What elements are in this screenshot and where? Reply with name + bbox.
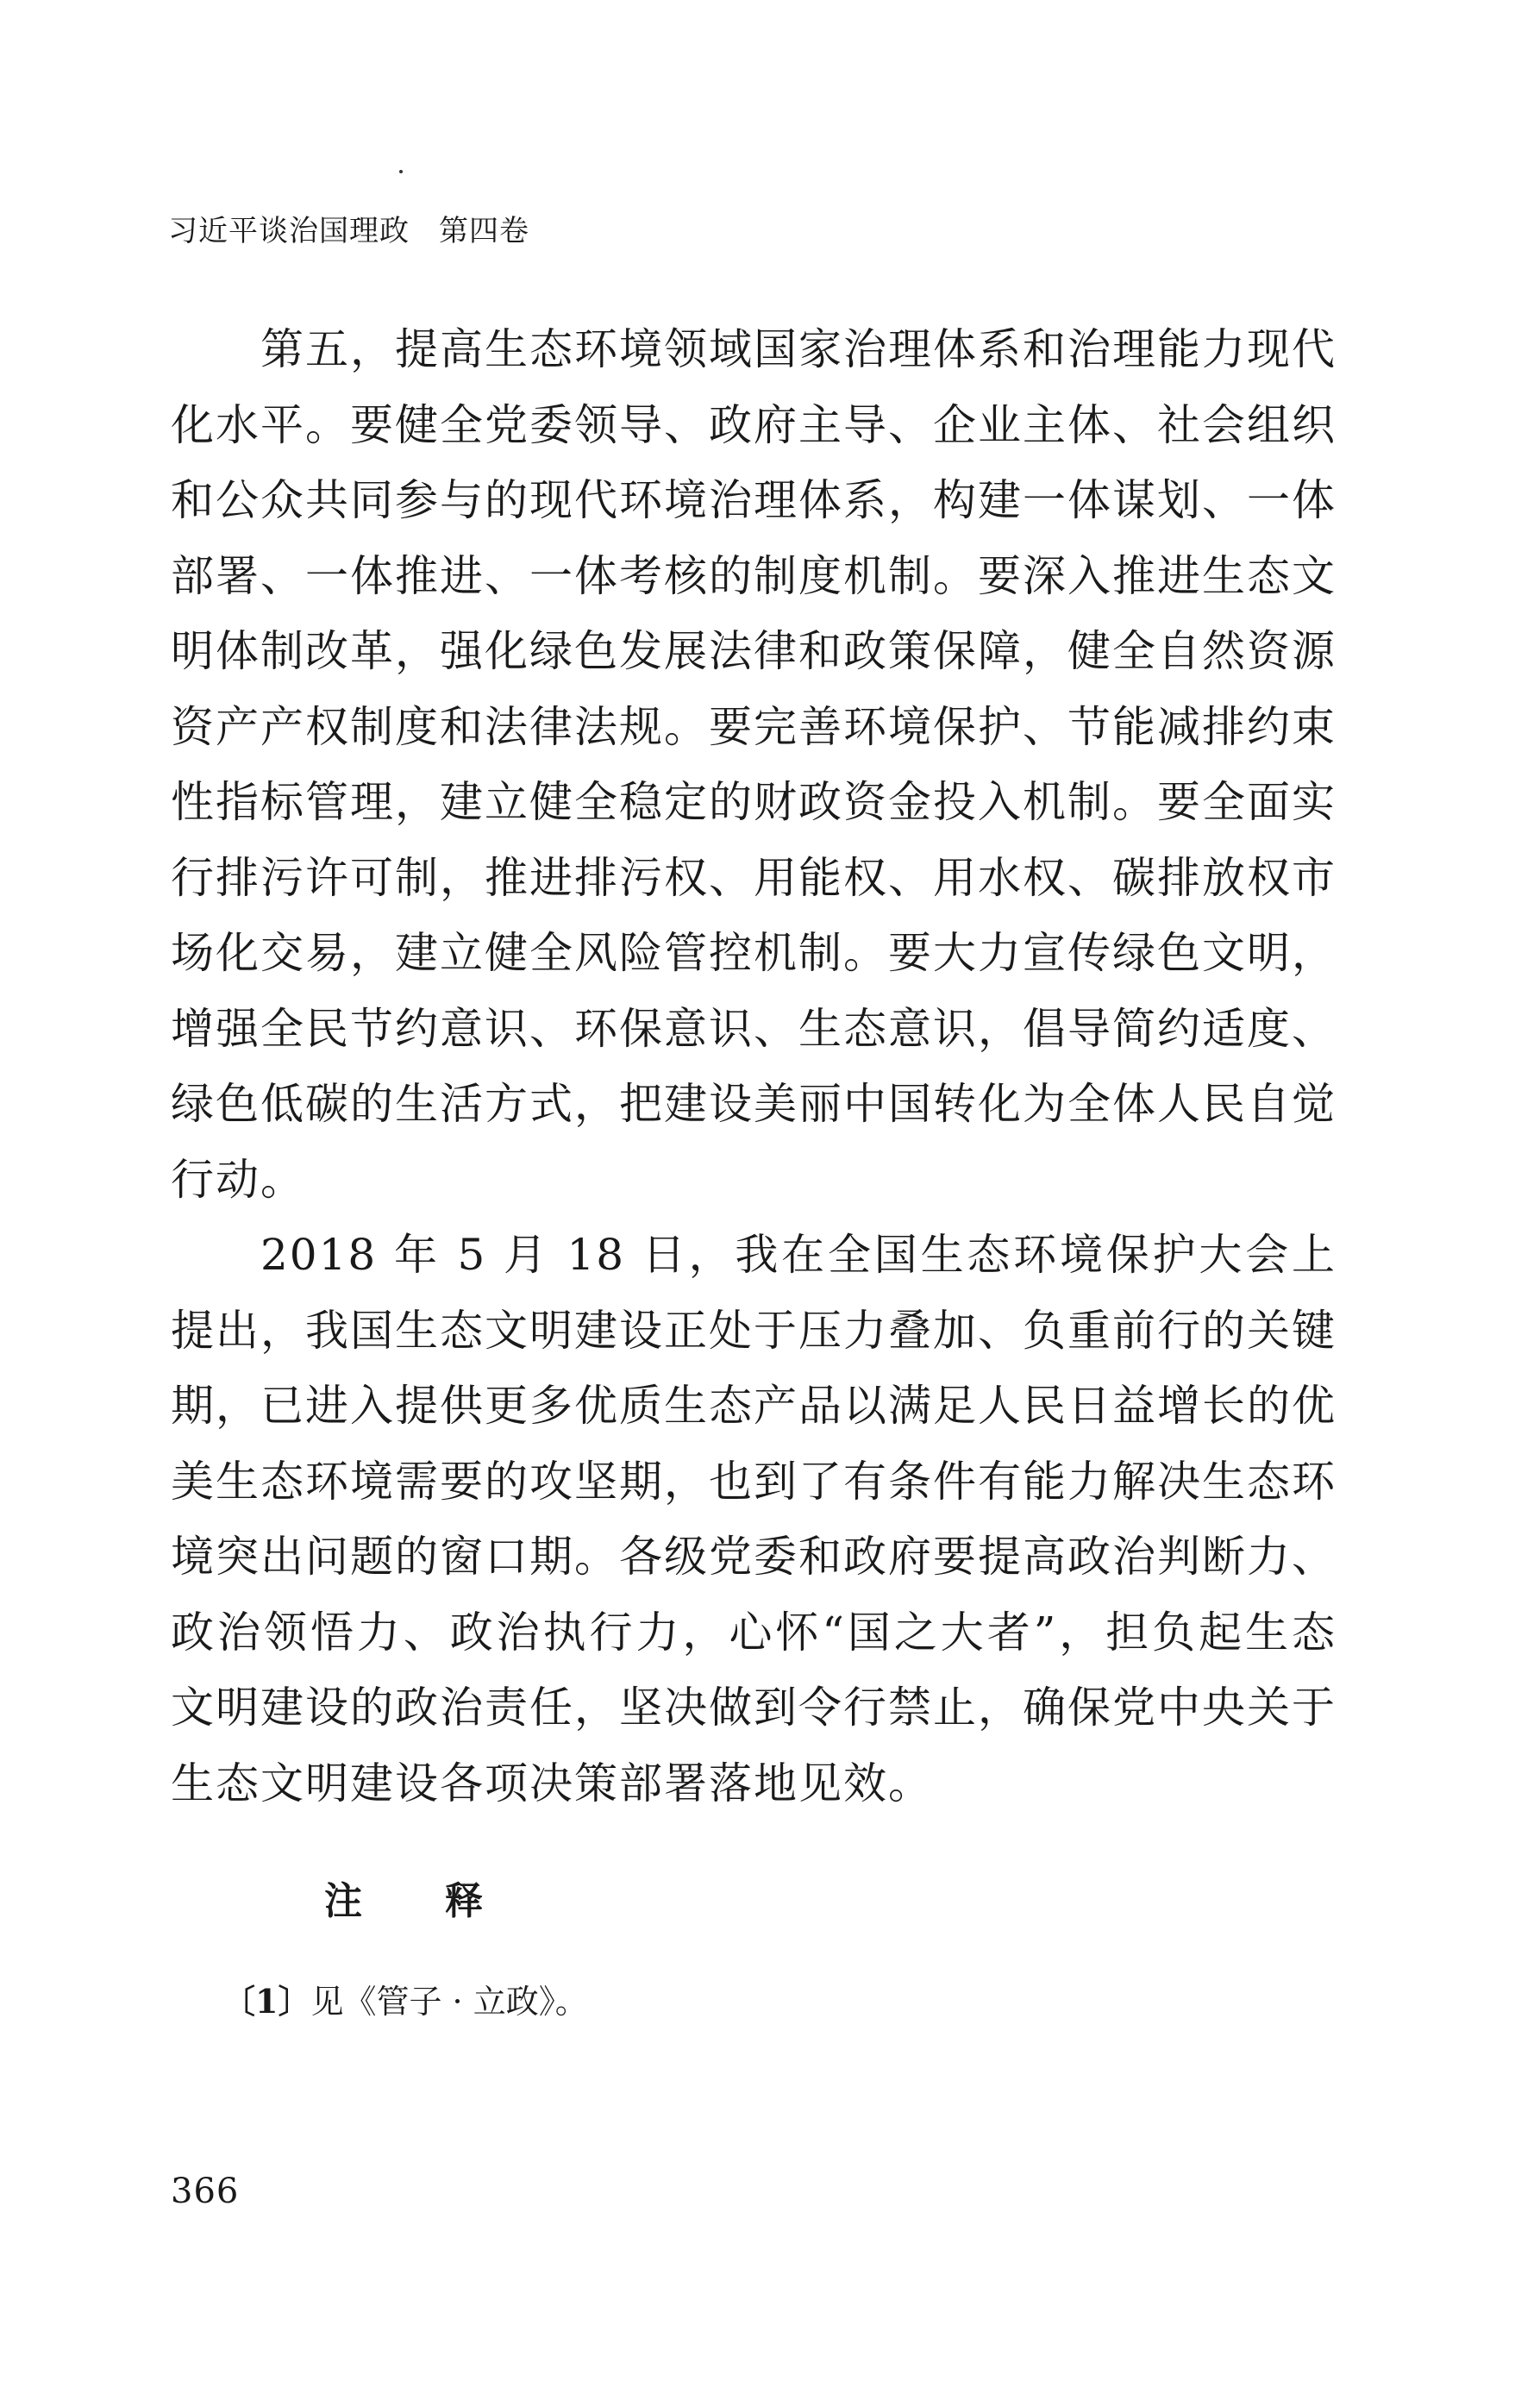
book-title: 习近平谈治国理政 bbox=[168, 214, 410, 248]
print-speck bbox=[399, 170, 403, 173]
note-number: 〔1〕 bbox=[222, 1982, 311, 2021]
body-text bbox=[171, 312, 1337, 1821]
paragraph: 第五，提高生态环境领域国家治理体系和治理能力现代化水平。要健全党委领导、政府主导、企业主体、社会组织和公众共同参与的现代环境治理体系，构建一体谋划、一体部署、一体推进、一体考核的制度机制。要深入推进生态文明体制改革，强化绿色发展法律和政策保障，健全自然资源资产产权制度和法律法规。要完善环境保护、节能减排约束性指标管理，建立健全稳定的财政资金投入机制。要全面实行排污许可制，推进排污权、用能权、用水权、碳排放权市场化交易，建立健全风险管控机制。要大力宣传绿色文明，增强全民节约意识、环保意识、生态意识，倡导简约适度、绿色低碳的生活方式，把建设美丽中国转化为全体人民自觉行动。 bbox=[171, 324, 1337, 1205]
note-item bbox=[222, 1975, 588, 2022]
paragraph: 2018 年 5 月 18 日，我在全国生态环境保护大会上提出，我国生态文明建设正处于压力叠加、负重前行的关键期，已进入提供更多优质生态产品以满足人民日益增长的优美生态环境需要的攻坚期，也到了有条件有能力解决生态环境突出问题的窗口期。各级党委和政府要提高政治判断力、政治领悟力、政治执行力，心怀“国之大者”，担负起生态文明建设的政治责任，坚决做到令行禁止，确保党中央关于生态文明建设各项决策部署落地见效。 bbox=[171, 1230, 1337, 1808]
note-text: 见《管子 · 立政》。 bbox=[310, 1983, 588, 2021]
notes-heading: 注释 bbox=[324, 1879, 566, 1923]
page-number: 366 bbox=[171, 2172, 240, 2211]
volume-label: 第四卷 bbox=[439, 214, 529, 248]
running-header bbox=[168, 207, 529, 249]
